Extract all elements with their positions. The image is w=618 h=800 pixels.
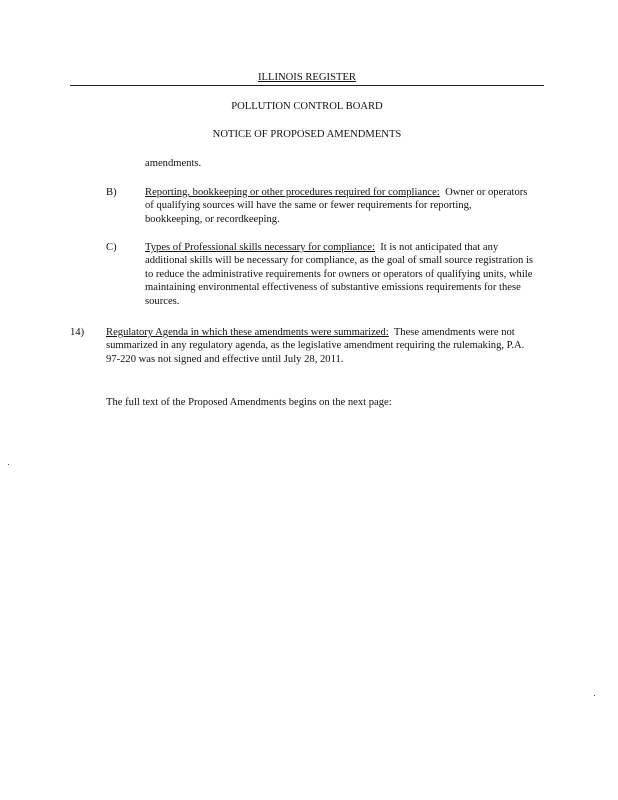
item-c-paragraph xyxy=(145,241,541,308)
item-c-heading: Types of Professional skills necessary for compliance: xyxy=(145,242,375,253)
item-b-heading: Reporting, bookkeeping or other procedures required for compliance: xyxy=(145,187,440,198)
item-b-paragraph xyxy=(145,186,531,226)
item-b-marker: B) xyxy=(106,187,117,198)
continuation-text: amendments. xyxy=(145,158,202,169)
closing-statement: The full text of the Proposed Amendments begins on the next page: xyxy=(106,397,392,408)
item-c-body: It is not anticipated that any additional skills will be necessary for compliance, as the goal of small source registration is to reduce the administrative requirements for owners or operators of qualifying units, while maintaining environmental effectiveness of substantive emissions requirements for these sources. xyxy=(145,242,534,307)
notice-title: NOTICE OF PROPOSED AMENDMENTS xyxy=(212,129,402,140)
item-c-marker: C) xyxy=(106,242,117,253)
register-title: ILLINOIS REGISTER xyxy=(258,72,356,83)
section-14-heading: Regulatory Agenda in which these amendments were summarized: xyxy=(106,327,389,338)
section-14-body: These amendments were not summarized in any regulatory agenda, as the legislative amendment requiring the rulemaking, P.A. 97-220 was not signed and effective until July 28, 2011. xyxy=(106,327,525,365)
section-14-marker: 14) xyxy=(70,327,85,338)
section-14-paragraph xyxy=(106,326,538,366)
header-divider xyxy=(70,85,544,86)
scan-speck xyxy=(8,464,9,465)
board-name: POLLUTION CONTROL BOARD xyxy=(231,101,383,112)
scan-speck xyxy=(594,695,595,696)
item-b-body: Owner or operators of qualifying sources will have the same or fewer requirements for reporting, bookkeeping, or recordkeeping. xyxy=(145,187,528,225)
